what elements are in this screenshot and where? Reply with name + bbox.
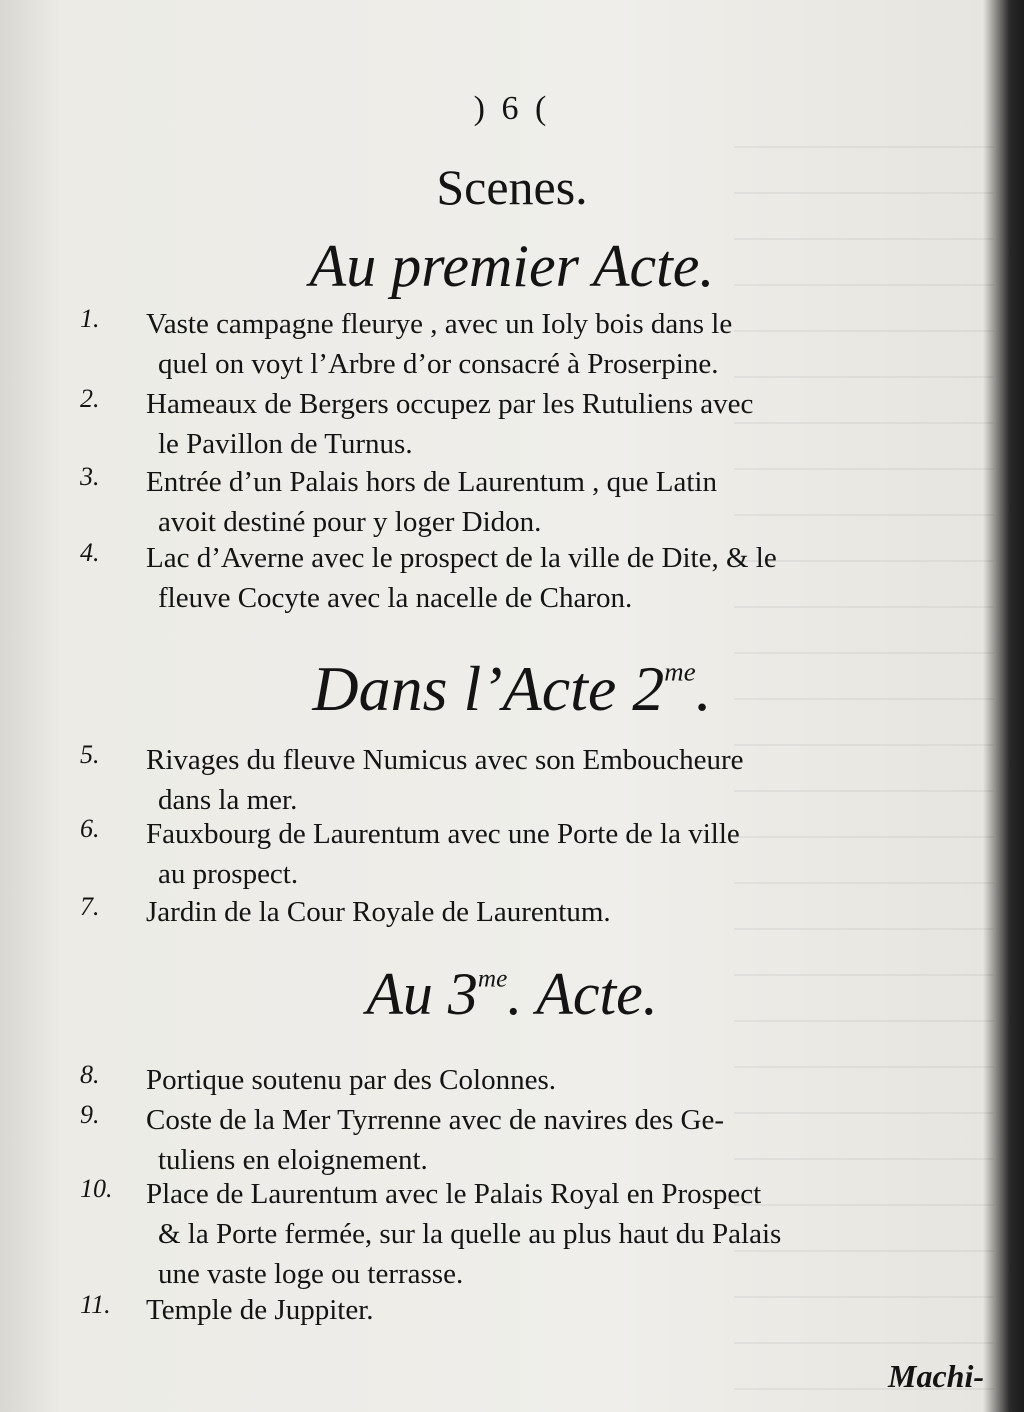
scene-number: 3. (80, 462, 100, 491)
act-1-heading: Au premier Acte. (309, 233, 715, 299)
scene-number: 7. (80, 892, 100, 921)
scene-line: Vaste campagne fleurye , avec un Ioly bois dans le (146, 308, 733, 340)
scene-entry-7 (80, 892, 990, 932)
catchword: Machi- (888, 1358, 984, 1394)
scene-line: avoit destiné pour y loger Didon. (158, 506, 542, 538)
scene-line: Place de Laurentum avec le Palais Royal en Prospect (146, 1178, 762, 1210)
scene-line: Hameaux de Bergers occupez par les Rutuliens avec (146, 388, 754, 420)
scene-line: Fauxbourg de Laurentum avec une Porte de la ville (146, 818, 740, 850)
scene-line: dans la mer. (158, 784, 298, 816)
scene-text (146, 1100, 990, 1180)
scene-line: fleuve Cocyte avec la nacelle de Charon. (158, 582, 633, 614)
act-title-end: . Acte. (507, 961, 658, 1027)
act-superscript: me (477, 965, 508, 993)
scene-number: 4. (80, 538, 100, 567)
page-number: ) 6 ( (473, 90, 551, 127)
scene-line: Entrée d’un Palais hors de Laurentum , que Latin (146, 466, 717, 498)
scene-number: 8. (80, 1060, 100, 1089)
scene-number: 2. (80, 384, 100, 413)
scene-line: le Pavillon de Turnus. (158, 428, 413, 460)
scene-line: Rivages du fleuve Numicus avec son Emboucheure (146, 744, 744, 776)
scene-number: 1. (80, 304, 100, 333)
scene-line: & la Porte fermée, sur la quelle au plus haut du Palais (158, 1218, 782, 1250)
scene-line: Temple de Juppiter. (146, 1294, 374, 1326)
scene-text (146, 304, 990, 384)
scene-entry-3 (80, 462, 990, 542)
scene-text (146, 384, 990, 464)
act-superscript: me (664, 656, 696, 687)
scene-entry-1 (80, 304, 990, 384)
scene-line: tuliens en eloignement. (158, 1144, 428, 1176)
act-2-heading (0, 652, 1024, 726)
scene-line: Coste de la Mer Tyrrenne avec de navires des Ge- (146, 1104, 725, 1136)
scene-number: 10. (80, 1174, 113, 1203)
scene-number: 11. (80, 1290, 111, 1319)
scene-entry-10 (80, 1174, 990, 1294)
scene-text (146, 740, 990, 820)
scene-line: Jardin de la Cour Royale de Laurentum. (146, 896, 611, 928)
act-title: Dans l’Acte 2 (312, 653, 665, 724)
scene-line: quel on voyt l’Arbre d’or consacré à Proserpine. (158, 348, 719, 380)
page-heading: Scenes. (436, 159, 588, 215)
scene-line: Portique soutenu par des Colonnes. (146, 1064, 556, 1096)
act-trail: . (695, 653, 712, 724)
scene-number: 5. (80, 740, 100, 769)
scene-line: au prospect. (158, 858, 299, 890)
scene-text (146, 1290, 990, 1330)
scene-text (146, 814, 990, 894)
act-3-heading (0, 960, 1024, 1029)
scene-entry-5 (80, 740, 990, 820)
scene-text (146, 892, 990, 932)
scene-entry-8 (80, 1060, 990, 1100)
scene-line: une vaste loge ou terrasse. (158, 1258, 464, 1290)
scene-entry-6 (80, 814, 990, 894)
act-title: Au 3 (366, 961, 478, 1027)
scene-entry-11 (80, 1290, 990, 1330)
scene-entry-4 (80, 538, 990, 618)
scene-entry-9 (80, 1100, 990, 1180)
scene-text (146, 1174, 990, 1294)
scene-entry-2 (80, 384, 990, 464)
scene-number: 9. (80, 1100, 100, 1129)
scene-text (146, 538, 990, 618)
scene-number: 6. (80, 814, 100, 843)
scene-text (146, 1060, 990, 1100)
scene-text (146, 462, 990, 542)
scene-line: Lac d’Averne avec le prospect de la ville de Dite, & le (146, 542, 777, 574)
